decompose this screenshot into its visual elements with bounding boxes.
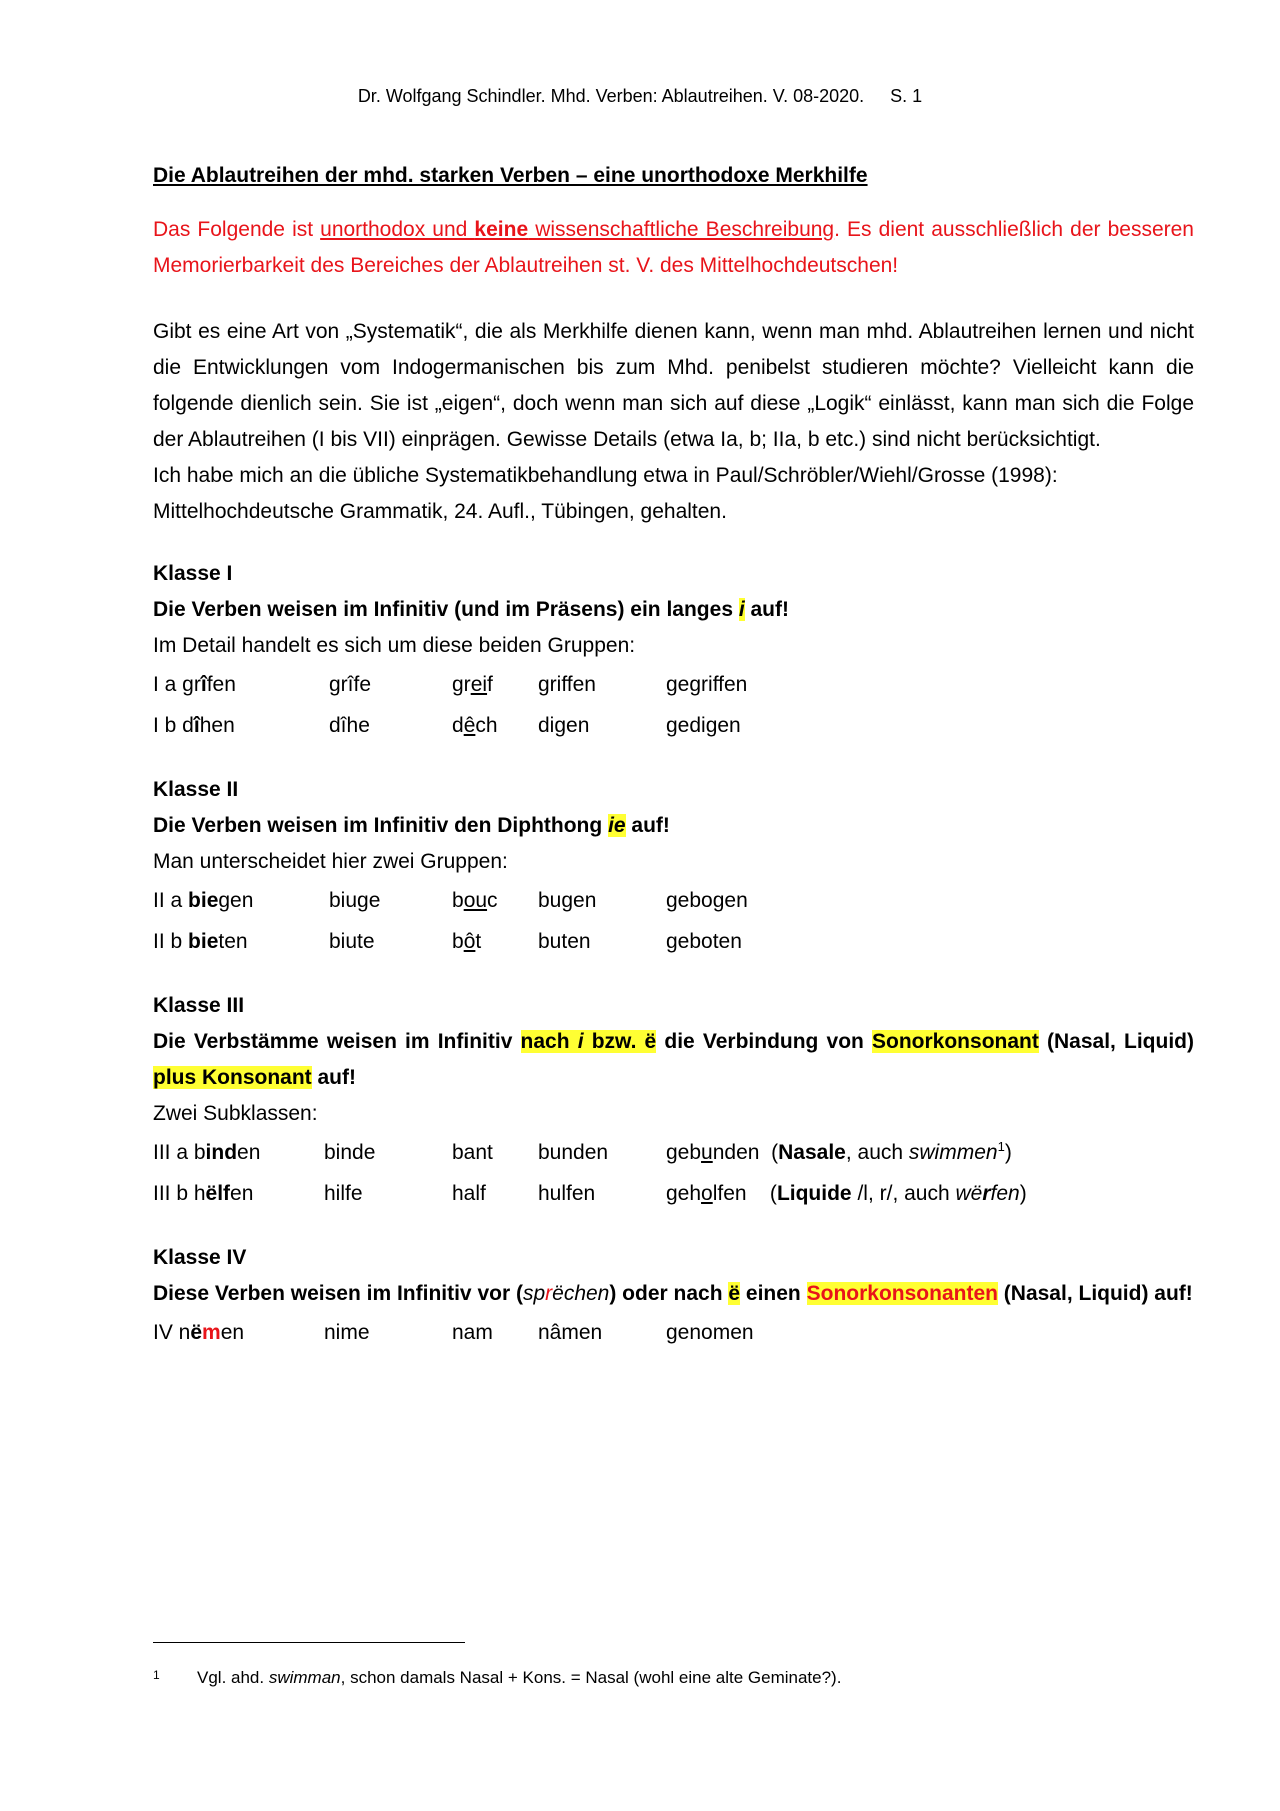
form-preterite-sg: dêch xyxy=(452,714,498,737)
class-2-heading: Klasse II xyxy=(153,778,239,801)
table-row xyxy=(153,1173,1194,1214)
class-2-rule: Die Verben weisen im Infinitiv den Diphthong ie auf! xyxy=(153,814,670,837)
document-title: Die Ablautreihen der mhd. starken Verben – eine unorthodoxe Merkhilfe xyxy=(153,164,868,187)
class-3-heading: Klasse III xyxy=(153,994,245,1017)
form-participle: gebunden (Nasale, auch swimmen$^1$) xyxy=(666,1139,1012,1164)
class-3-table xyxy=(153,1132,1194,1214)
footnote: 1 Vgl. ahd. swimman, schon damals Nasal + Kons. = Nasal (wohl eine alte Geminate?). xyxy=(153,1668,842,1687)
form-preterite-pl: buten xyxy=(538,930,591,953)
rule-highlight: i xyxy=(738,598,745,621)
table-row xyxy=(153,1312,1194,1353)
table-row xyxy=(153,664,1194,705)
footnote-ref[interactable]: 1 xyxy=(997,1139,1005,1154)
form-infinitive: III a binden xyxy=(153,1141,261,1164)
form-participle: gegriffen xyxy=(666,673,748,696)
rule-text: auf! xyxy=(744,598,789,621)
form-preterite-sg: bôt xyxy=(452,930,482,953)
class-4-rule: Diese Verben weisen im Infinitiv vor (sprëchen) oder nach ë einen Sonorkonsonanten (Nasal, Liquid) auf! xyxy=(153,1282,1193,1305)
form-preterite-pl: nâmen xyxy=(538,1321,603,1344)
class-3-sub: Zwei Subklassen: xyxy=(153,1102,318,1125)
page-header xyxy=(0,86,1280,107)
intro-paragraph: Gibt es eine Art von „Systematik“, die als Merkhilfe dienen kann, wenn man mhd. Ablautreihen lernen und nicht die Entwicklungen vom Indogermanischen bis zum Mhd. penibelst studieren möchte? Vielleicht kann die folgende dienlich sein. Sie ist „eigen“, doch wenn man sich auf diese „Logik“ einlässt, kann man sich die Folge der Ablautreihen (I bis VII) einprägen. Gewisse Details (etwa Ia, b; IIa, b etc.) sind nicht berücksichtigt. xyxy=(153,320,1194,451)
form-participle: geboten xyxy=(666,930,742,953)
warning-u2: wissenschaftliche Beschreibung xyxy=(528,218,835,241)
form-preterite-pl: bugen xyxy=(538,889,597,912)
footnote-separator xyxy=(153,1642,465,1643)
form-infinitive: I b dîhen xyxy=(153,714,235,737)
table-row xyxy=(153,880,1194,921)
form-participle: gebogen xyxy=(666,889,748,912)
rule-highlight: Sonorkonsonant xyxy=(872,1030,1039,1053)
warning-post: . Es dient ausschließlich der besseren Memorierbarkeit des Bereiches der Ablautreihen st. V. des Mittelhochdeutschen! xyxy=(153,218,1194,277)
header-text: Dr. Wolfgang Schindler. Mhd. Verben: Ablautreihen. V. 08-2020. xyxy=(357,86,865,106)
form-infinitive: III b hëlfen xyxy=(153,1182,254,1205)
form-present: grîfe xyxy=(329,673,372,696)
form-present: binde xyxy=(324,1141,376,1164)
class-2-sub: Man unterscheidet hier zwei Gruppen: xyxy=(153,850,508,873)
form-infinitive: I a grîfen xyxy=(153,673,236,696)
form-infinitive: IV nëmen xyxy=(153,1321,245,1344)
form-preterite-sg: bant xyxy=(452,1141,493,1164)
form-preterite-sg: greif xyxy=(452,673,493,696)
form-preterite-sg: half xyxy=(452,1182,486,1205)
class-1-rule xyxy=(153,592,1194,628)
form-present: biuge xyxy=(329,889,381,912)
rule-highlight: plus Konsonant xyxy=(153,1066,312,1089)
form-preterite-pl: hulfen xyxy=(538,1182,596,1205)
class-1-heading: Klasse I xyxy=(153,562,233,585)
table-row xyxy=(153,921,1194,962)
rule-highlight: ie xyxy=(608,814,626,837)
main-content xyxy=(153,158,1194,1353)
class-1-table xyxy=(153,664,1194,746)
class-1-sub: Im Detail handelt es sich um diese beiden Gruppen: xyxy=(153,634,636,657)
class-2-table xyxy=(153,880,1194,962)
rule-highlight: nach i bzw. ë xyxy=(520,1030,657,1053)
class-4-heading: Klasse IV xyxy=(153,1246,247,1269)
footnote-number: 1 xyxy=(153,1668,160,1682)
form-preterite-sg: nam xyxy=(452,1321,493,1344)
rule-highlight: Sonorkonsonanten xyxy=(806,1282,998,1305)
form-participle: genomen xyxy=(666,1321,754,1344)
form-preterite-pl: bunden xyxy=(538,1141,609,1164)
form-participle: geholfen (Liquide /l, r/, auch wërfen) xyxy=(666,1182,1027,1205)
form-present: dîhe xyxy=(329,714,370,737)
table-row xyxy=(153,1132,1194,1173)
table-row xyxy=(153,705,1194,746)
form-infinitive: II b bieten xyxy=(153,930,248,953)
class-3-rule: Die Verbstämme weisen im Infinitiv nach i bzw. ë die Verbindung von Sonorkonsonant (Nasal, Liquid) plus Konsonant auf! xyxy=(153,1030,1194,1089)
form-present: hilfe xyxy=(324,1182,363,1205)
warning-pre: Das Folgende ist xyxy=(153,218,321,241)
warning-paragraph xyxy=(153,212,1194,284)
form-present: nime xyxy=(324,1321,370,1344)
intro-paragraph-2: Ich habe mich an die übliche Systematikbehandlung etwa in Paul/Schröbler/Wiehl/Grosse (1998): Mittelhochdeutsche Grammatik, 24. Aufl., Tübingen, gehalten. xyxy=(153,464,1058,523)
warning-underlined xyxy=(320,218,834,241)
rule-text: Die Verben weisen im Infinitiv (und im Präsens) ein langes xyxy=(153,598,739,621)
form-participle: gedigen xyxy=(666,714,741,737)
warning-keine: keine xyxy=(474,218,529,241)
form-preterite-sg: bouc xyxy=(452,889,498,912)
page-number: S. 1 xyxy=(890,86,923,106)
warning-u1: unorthodox und xyxy=(320,218,475,241)
class-4-table xyxy=(153,1312,1194,1353)
form-preterite-pl: digen xyxy=(538,714,590,737)
rule-highlight: ë xyxy=(728,1282,741,1305)
form-present: biute xyxy=(329,930,375,953)
form-infinitive: II a biegen xyxy=(153,889,254,912)
form-preterite-pl: griffen xyxy=(538,673,596,696)
